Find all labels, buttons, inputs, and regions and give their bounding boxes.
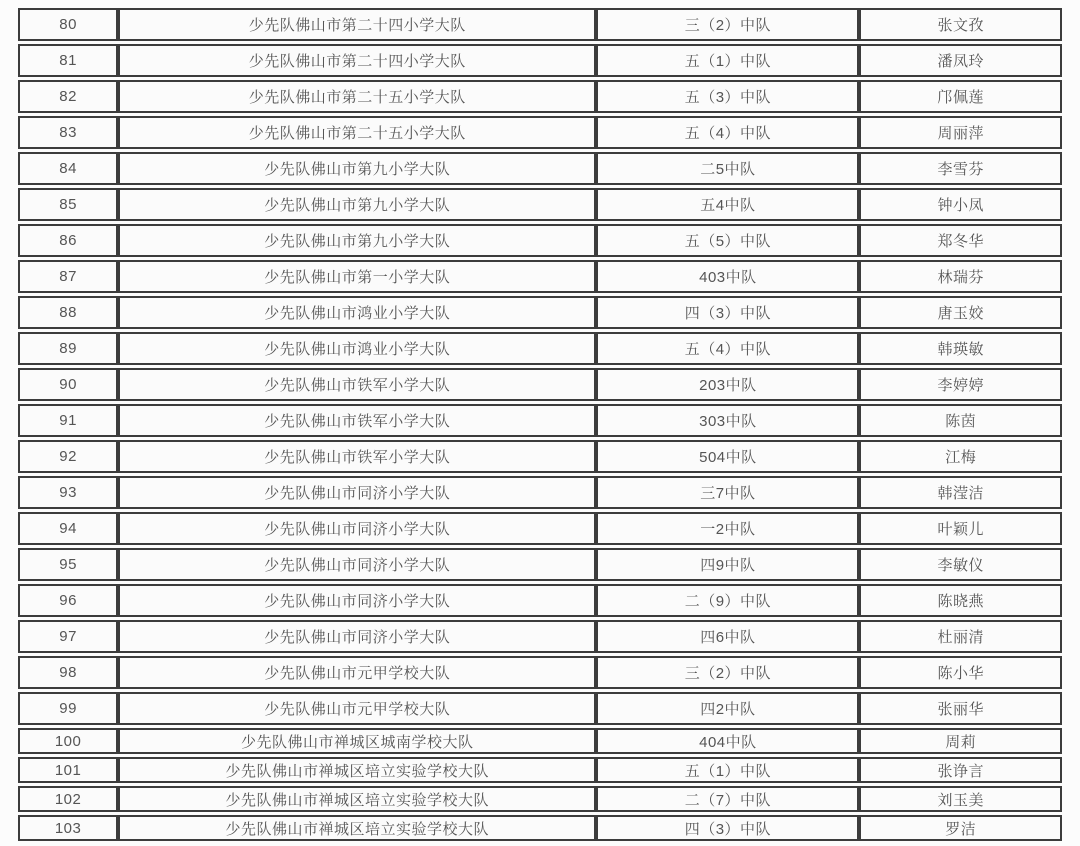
table-row (18, 296, 1062, 329)
row-number-cell: 83 (18, 116, 118, 149)
row-number-cell: 96 (18, 584, 118, 617)
person-name-cell: 周丽萍 (859, 116, 1062, 149)
person-name-cell: 张丽华 (859, 692, 1062, 725)
person-name-cell: 韩瑛敏 (859, 332, 1062, 365)
table-row (18, 224, 1062, 257)
table-row (18, 584, 1062, 617)
organization-cell: 少先队佛山市同济小学大队 (118, 476, 596, 509)
organization-cell: 少先队佛山市鸿业小学大队 (118, 332, 596, 365)
person-name-cell: 韩滢洁 (859, 476, 1062, 509)
organization-cell: 少先队佛山市鸿业小学大队 (118, 296, 596, 329)
person-name-cell: 周莉 (859, 728, 1062, 754)
squad-cell: 三（2）中队 (596, 656, 859, 689)
row-number-cell: 100 (18, 728, 118, 754)
row-number-cell: 90 (18, 368, 118, 401)
squad-cell: 二（9）中队 (596, 584, 859, 617)
organization-cell: 少先队佛山市第九小学大队 (118, 152, 596, 185)
organization-cell: 少先队佛山市第一小学大队 (118, 260, 596, 293)
table-row (18, 332, 1062, 365)
squad-cell: 三（2）中队 (596, 8, 859, 41)
table-row (18, 152, 1062, 185)
row-number-cell: 97 (18, 620, 118, 653)
table-row (18, 548, 1062, 581)
table-row (18, 188, 1062, 221)
organization-cell: 少先队佛山市第二十四小学大队 (118, 8, 596, 41)
person-name-cell: 陈茵 (859, 404, 1062, 437)
person-name-cell: 杜丽清 (859, 620, 1062, 653)
row-number-cell: 91 (18, 404, 118, 437)
squad-cell: 五（3）中队 (596, 80, 859, 113)
person-name-cell: 郑冬华 (859, 224, 1062, 257)
row-number-cell: 101 (18, 757, 118, 783)
roster-body (18, 8, 1062, 841)
table-row (18, 728, 1062, 754)
organization-cell: 少先队佛山市同济小学大队 (118, 584, 596, 617)
organization-cell: 少先队佛山市同济小学大队 (118, 620, 596, 653)
squad-cell: 四6中队 (596, 620, 859, 653)
person-name-cell: 李敏仪 (859, 548, 1062, 581)
table-row (18, 656, 1062, 689)
organization-cell: 少先队佛山市禅城区培立实验学校大队 (118, 757, 596, 783)
row-number-cell: 81 (18, 44, 118, 77)
table-row (18, 260, 1062, 293)
row-number-cell: 89 (18, 332, 118, 365)
row-number-cell: 94 (18, 512, 118, 545)
person-name-cell: 刘玉美 (859, 786, 1062, 812)
person-name-cell: 唐玉姣 (859, 296, 1062, 329)
table-row (18, 44, 1062, 77)
row-number-cell: 103 (18, 815, 118, 841)
table-row (18, 8, 1062, 41)
squad-cell: 五（5）中队 (596, 224, 859, 257)
person-name-cell: 潘凤玲 (859, 44, 1062, 77)
person-name-cell: 江梅 (859, 440, 1062, 473)
row-number-cell: 95 (18, 548, 118, 581)
row-number-cell: 93 (18, 476, 118, 509)
person-name-cell: 李雪芬 (859, 152, 1062, 185)
row-number-cell: 88 (18, 296, 118, 329)
squad-cell: 五4中队 (596, 188, 859, 221)
row-number-cell: 86 (18, 224, 118, 257)
squad-cell: 四（3）中队 (596, 296, 859, 329)
squad-cell: 303中队 (596, 404, 859, 437)
table-row (18, 368, 1062, 401)
organization-cell: 少先队佛山市同济小学大队 (118, 548, 596, 581)
table-row (18, 80, 1062, 113)
table-row (18, 404, 1062, 437)
organization-cell: 少先队佛山市第二十五小学大队 (118, 116, 596, 149)
row-number-cell: 87 (18, 260, 118, 293)
person-name-cell: 钟小凤 (859, 188, 1062, 221)
person-name-cell: 叶颖儿 (859, 512, 1062, 545)
person-name-cell: 李婷婷 (859, 368, 1062, 401)
organization-cell: 少先队佛山市铁军小学大队 (118, 404, 596, 437)
person-name-cell: 张文孜 (859, 8, 1062, 41)
person-name-cell: 林瑞芬 (859, 260, 1062, 293)
squad-cell: 404中队 (596, 728, 859, 754)
row-number-cell: 98 (18, 656, 118, 689)
row-number-cell: 80 (18, 8, 118, 41)
row-number-cell: 99 (18, 692, 118, 725)
person-name-cell: 张诤言 (859, 757, 1062, 783)
squad-cell: 五（4）中队 (596, 116, 859, 149)
row-number-cell: 92 (18, 440, 118, 473)
organization-cell: 少先队佛山市元甲学校大队 (118, 656, 596, 689)
row-number-cell: 102 (18, 786, 118, 812)
person-name-cell: 罗洁 (859, 815, 1062, 841)
organization-cell: 少先队佛山市禅城区城南学校大队 (118, 728, 596, 754)
squad-cell: 一2中队 (596, 512, 859, 545)
table-row (18, 692, 1062, 725)
row-number-cell: 84 (18, 152, 118, 185)
organization-cell: 少先队佛山市铁军小学大队 (118, 368, 596, 401)
squad-cell: 四2中队 (596, 692, 859, 725)
organization-cell: 少先队佛山市第九小学大队 (118, 188, 596, 221)
squad-cell: 四（3）中队 (596, 815, 859, 841)
squad-cell: 五（1）中队 (596, 44, 859, 77)
table-row (18, 440, 1062, 473)
organization-cell: 少先队佛山市铁军小学大队 (118, 440, 596, 473)
squad-cell: 四9中队 (596, 548, 859, 581)
organization-cell: 少先队佛山市禅城区培立实验学校大队 (118, 786, 596, 812)
person-name-cell: 邝佩莲 (859, 80, 1062, 113)
person-name-cell: 陈小华 (859, 656, 1062, 689)
squad-cell: 203中队 (596, 368, 859, 401)
squad-cell: 二（7）中队 (596, 786, 859, 812)
squad-cell: 五（4）中队 (596, 332, 859, 365)
squad-cell: 五（1）中队 (596, 757, 859, 783)
table-row (18, 620, 1062, 653)
table-row (18, 476, 1062, 509)
organization-cell: 少先队佛山市第二十五小学大队 (118, 80, 596, 113)
table-row (18, 786, 1062, 812)
squad-cell: 504中队 (596, 440, 859, 473)
roster-table (18, 5, 1062, 844)
squad-cell: 二5中队 (596, 152, 859, 185)
table-row (18, 116, 1062, 149)
person-name-cell: 陈晓燕 (859, 584, 1062, 617)
table-row (18, 815, 1062, 841)
organization-cell: 少先队佛山市元甲学校大队 (118, 692, 596, 725)
organization-cell: 少先队佛山市第二十四小学大队 (118, 44, 596, 77)
row-number-cell: 82 (18, 80, 118, 113)
squad-cell: 三7中队 (596, 476, 859, 509)
organization-cell: 少先队佛山市同济小学大队 (118, 512, 596, 545)
table-row (18, 757, 1062, 783)
squad-cell: 403中队 (596, 260, 859, 293)
organization-cell: 少先队佛山市禅城区培立实验学校大队 (118, 815, 596, 841)
organization-cell: 少先队佛山市第九小学大队 (118, 224, 596, 257)
row-number-cell: 85 (18, 188, 118, 221)
table-row (18, 512, 1062, 545)
